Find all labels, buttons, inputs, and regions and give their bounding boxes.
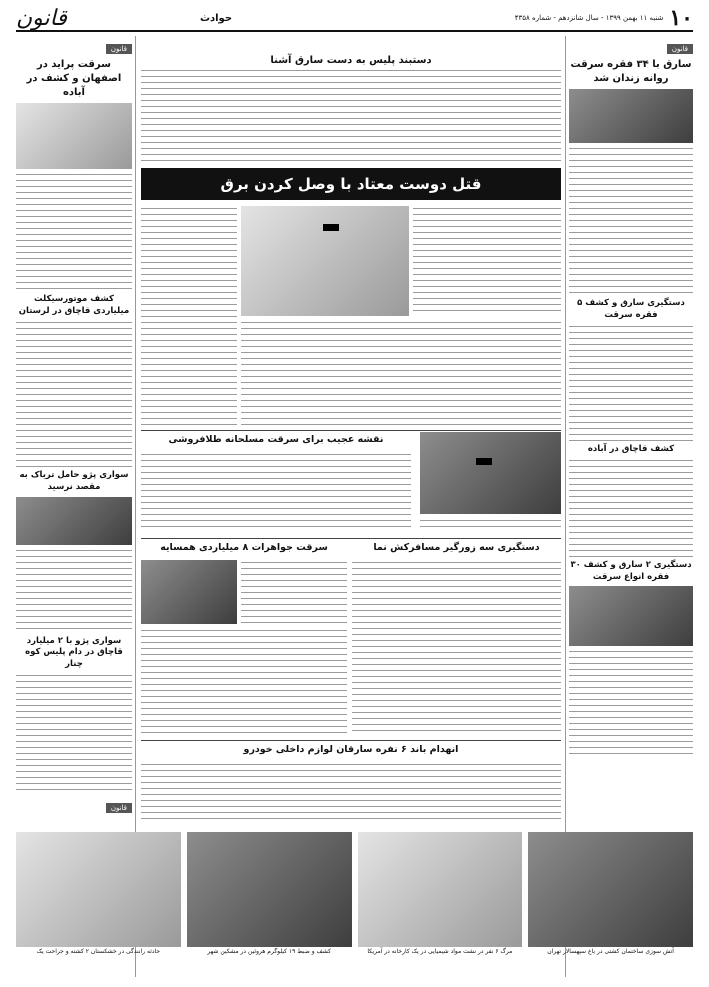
headline-story-2: نقشه عجیب برای سرقت مسلحانه طلافروشی	[168, 434, 384, 445]
article-body	[16, 172, 132, 292]
article-body	[16, 673, 132, 793]
main-banner-headline: قتل دوست معتاد با وصل کردن برق	[141, 168, 561, 200]
photo-car	[16, 103, 132, 169]
article-body	[352, 560, 561, 735]
article-body	[569, 458, 693, 558]
photo-car-crash	[16, 832, 181, 947]
article-body	[413, 206, 561, 316]
headline-story-3a: دستگیری سه زورگیر مسافرکش نما	[373, 542, 540, 553]
headline-right-3: کشف قاچاق در آباده	[587, 443, 675, 454]
section-title: حوادث	[199, 12, 233, 24]
newspaper-logo: قانون	[15, 5, 67, 31]
photo-caption-text	[420, 518, 561, 532]
photo-suspects	[569, 586, 693, 646]
photo-caption: آتش سوزی ساختمان کشتی در باغ سپهسالار تهران	[547, 948, 674, 955]
bottom-photo-item	[528, 832, 693, 960]
bottom-photo-item	[187, 832, 352, 960]
headline-right-4: دستگیری ۲ سارق و کشف ۳۰ فقره انواع سرقت	[570, 559, 692, 582]
article-body	[241, 320, 561, 426]
article-body	[569, 324, 693, 442]
column-label: قانون	[106, 44, 132, 54]
article-body	[569, 146, 693, 296]
divider	[141, 538, 561, 539]
bottom-photo-item	[358, 832, 523, 960]
page-number: ۱۰	[669, 5, 693, 31]
photo-fire	[528, 832, 693, 947]
face-censor-bar	[476, 458, 492, 465]
article-body	[16, 320, 132, 468]
photo-jewelry-thieves	[141, 560, 237, 624]
article-body	[241, 560, 347, 624]
headline-top: دستبند پلیس به دست سارق آشنا	[270, 55, 432, 66]
article-body	[141, 628, 347, 735]
headline-right-2: دستگیری سارق و کشف ۵ فقره سرقت	[577, 298, 685, 320]
article-body	[569, 649, 693, 754]
photo-prisoner	[569, 89, 693, 143]
article-body	[141, 452, 411, 532]
photo-caption: مرگ ۶ نفر در نشت مواد شیمیایی در یک کارخانه در آمریکا	[367, 948, 513, 955]
bottom-photo-strip	[16, 832, 693, 960]
photo-suspect-bench	[241, 206, 409, 316]
photo-caption: حادثه رانندگی در خشکستان ۲ کشته و جراحت یک	[36, 948, 161, 955]
article-body	[16, 548, 132, 634]
article-body	[141, 68, 561, 162]
column-label: قانون	[106, 803, 132, 813]
headline-left-3: سواری پژو حامل تریاک به مقصد نرسید	[19, 469, 129, 492]
bottom-photo-item	[16, 832, 181, 960]
date-line: شنبه ۱۱ بهمن ۱۳۹۹ - سال شانزدهم - شماره ۴۳۵۸	[514, 14, 664, 22]
headline-left-2: کشف موتورسیکلت میلیاردی قاچاق در لرستان	[18, 294, 130, 316]
divider	[141, 740, 561, 741]
headline-left-1: سرقت پراید در اصفهان و کشف در آباده	[26, 59, 122, 98]
headline-left-4: سواری پژو با ۲ میلیارد قاچاق در دام پلیس کوه چنار	[25, 635, 123, 670]
article-body	[141, 206, 237, 426]
photo-opium	[16, 497, 132, 545]
photo-drugs-seized	[187, 832, 352, 947]
article-body	[141, 762, 561, 822]
column-label: قانون	[667, 44, 693, 54]
photo-caption: کشف و ضبط ۱۹ کیلوگرم هروئین در مشکین شهر	[207, 948, 331, 955]
headline-story-3b: سرقت جواهرات ۸ میلیاردی همسایه	[160, 542, 328, 553]
face-censor-bar	[323, 224, 339, 231]
photo-robber	[420, 432, 561, 514]
masthead	[16, 6, 693, 32]
photo-chemical-leak	[358, 832, 523, 947]
headline-right-1: سارق با ۳۴ فقره سرقت روانه زندان شد	[570, 59, 692, 84]
headline-story-4: انهدام باند ۶ نفره سارقان لوازم داخلی خودرو	[243, 744, 459, 755]
divider	[141, 430, 561, 431]
